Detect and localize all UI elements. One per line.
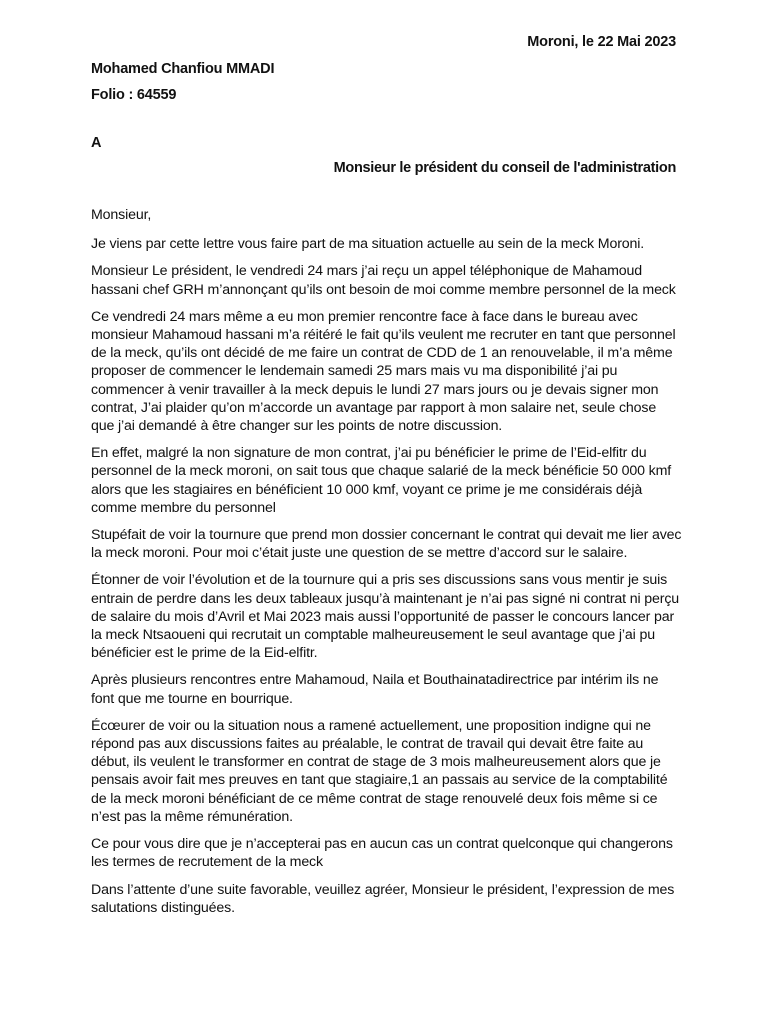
sender-block — [91, 60, 274, 112]
paragraph: Stupéfait de voir la tournure que prend mon dossier concernant le contrat qui devait me lier avec la meck moroni. Pour moi c’était juste une question de se mettre d’accord sur le salaire. — [91, 527, 682, 562]
paragraph: Après plusieurs rencontres entre Mahamoud, Naila et Bouthainatadirectrice par intérim ils ne font que me tourne en bourrique. — [91, 672, 659, 707]
letter-date: Moroni, le 22 Mai 2023 — [527, 34, 676, 50]
sender-name: Mohamed Chanfiou MMADI — [91, 61, 275, 77]
recipient-title: Monsieur le président du conseil de l'administration — [333, 160, 676, 176]
recipient-prefix: A — [91, 135, 102, 151]
paragraph: Ce vendredi 24 mars même a eu mon premier rencontre face à face dans le bureau avec monsieur Mahamoud hassani m’a réitéré le fait qu’ils veulent me recruter en tant que personnel de la meck, qu’ils ont décidé de me faire un contrat de CDD de 1 an renouvelable, il m’a même proposer de commencer le lendemain samedi 25 mars mais vu ma disponibilité j’ai pu commencer à venir travailler à la meck depuis le lundi 27 mars jours ou je devais signer mon contrat, J’ai plaider qu’on m’accorde un avantage par rapport à mon salaire net, seule chose que j’ai demandé à être changer sur les points de notre discussion. — [91, 308, 676, 435]
letter-body — [91, 206, 683, 926]
paragraph: En effet, malgré la non signature de mon contrat, j’ai pu bénéficier le prime de l’Eid-elfitr du personnel de la meck moroni, on sait tous que chaque salarié de la meck bénéficie 50 000 kmf alors que les stagiaires en bénéficient 10 000 kmf, voyant ce prime je me considérais déjà comme membre du personnel — [91, 445, 672, 516]
paragraph: Étonner de voir l’évolution et de la tournure qui a pris ses discussions sans vous mentir je suis entrain de perdre dans les deux tableaux jusqu’à maintenant je n’ai pas signé ni contrat ni perçu de salaire du mois d’Avril et Mai 2023 mais aussi l’opportunité de passer le concours lancer par la meck Ntsaoueni qui recrutait un comptable malheureusement le seul avantage que j’ai pu bénéficier est le prime de la Eid-elfitr. — [91, 572, 680, 662]
paragraph: Je viens par cette lettre vous faire part de ma situation actuelle au sein de la meck Moroni. — [91, 236, 645, 253]
paragraph: Ce pour vous dire que je n’accepterai pas en aucun cas un contrat quelconque qui changerons les termes de recrutement de la meck — [91, 836, 673, 871]
paragraph: Monsieur Le président, le vendredi 24 mars j’ai reçu un appel téléphonique de Mahamoud hassani chef GRH m’annonçant qu’ils ont besoin de moi comme membre personnel de la meck — [91, 263, 676, 298]
salutation: Monsieur, — [91, 207, 152, 223]
sender-folio: Folio : 64559 — [91, 87, 177, 103]
closing-paragraph: Dans l’attente d’une suite favorable, veuillez agréer, Monsieur le président, l’expression de mes salutations distinguées. — [91, 881, 675, 916]
paragraph: Écœurer de voir ou la situation nous a ramené actuellement, une proposition indigne qui ne répond pas aux discussions faites au préalable, le contrat de travail qui devait être faite au début, ils veulent le transformer en contrat de stage de 3 mois malheureusement alors que je pensais avoir fait mes preuves en tant que stagiaire,1 an passais au service de la comptabilité de la meck moroni bénéficiant de ce même contrat de stage renouvelé deux fois même si ce n’est pas la même rémunération. — [91, 717, 668, 825]
